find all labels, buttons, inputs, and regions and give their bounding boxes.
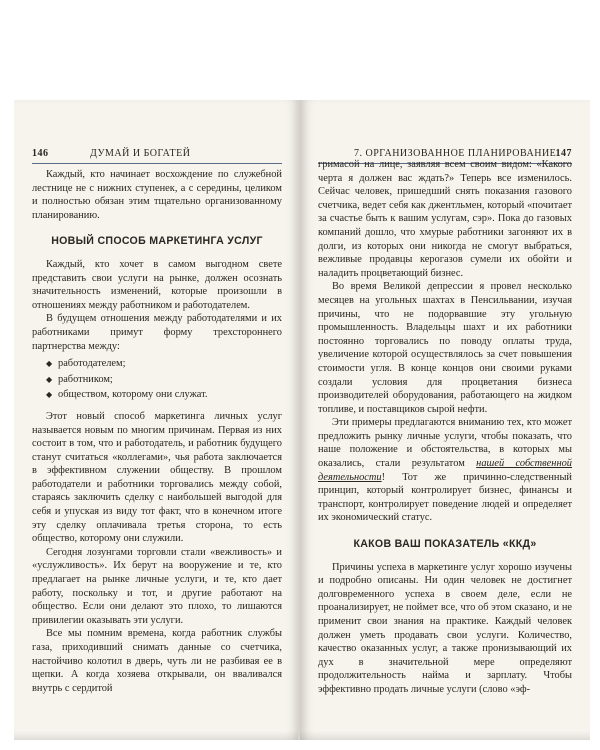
list-item-text: работником; xyxy=(58,373,113,385)
paragraph: В будущем отношения между работодателями и их работниками примут форму трехстороннего партнерства между: xyxy=(32,313,282,352)
paragraph: Во время Великой депрессии я провел несколько месяцев на угольных шахтах в Пенсильвании, изучая причины, что не подорвавшие эту угольную промышленность. Владельцы шахт и их работники постоянно торговались по поводу оплаты труда, увеличение которой осуществлялось за счет повышения стоимости угля. В конце концов они своими руками создали условия для процветания бизнеса производителей оборудования, работающего на жидком топливе, и поставщиков сырой нефти. xyxy=(318,281,572,415)
list-item-text: обществом, которому они служат. xyxy=(58,389,208,401)
list-item xyxy=(46,373,282,387)
page-shadow xyxy=(300,730,590,740)
left-page xyxy=(14,100,300,740)
right-page-number: 147 xyxy=(555,148,572,159)
paragraph: Причины успеха в маркетинге услуг хорошо изучены и подробно описаны. Ни один человек не достигнет долговременного успеха в своем деле, если не проанализирует, не поймет все, что об этом сказано, и не применит свои знания на практике. Каждый человек должен уметь продавать свои услуги. Количество, качество оказанных услуг, а также пронизывающий их дух в значительной мере определяют продолжительность найма и зарплату. Чтобы эффективно продать личные услуги (слово «эф- xyxy=(318,561,572,695)
page-shadow xyxy=(14,730,300,740)
section-heading: НОВЫЙ СПОСОБ МАРКЕТИНГА УСЛУГ xyxy=(51,235,263,248)
list-item xyxy=(46,388,282,402)
list-item xyxy=(46,357,282,371)
paragraph: Каждый, кто начинает восхождение по служебной лестнице не с нижних ступенек, а с середины, целиком и полностью обязан этим тщательно организованному планированию. xyxy=(32,169,282,221)
section-heading: КАКОВ ВАШ ПОКАЗАТЕЛЬ «ККД» xyxy=(353,538,537,551)
right-page-text xyxy=(318,158,572,697)
emphasized-text: нашей собственной деятельности xyxy=(318,458,572,483)
left-running-title: ДУМАЙ И БОГАТЕЙ xyxy=(90,148,191,159)
list-item-text: работодателем; xyxy=(58,358,126,370)
diamond-bullet-icon: ◆ xyxy=(46,374,53,384)
paragraph: Все мы помним времена, когда работник службы газа, приходивший снимать данные со счетчика, настойчиво колотил в дверь, чуть ли не разбивая ее в щепки. А когда хозяева открывали, он вваливался внутрь с сердитой xyxy=(32,628,282,694)
diamond-bullet-icon: ◆ xyxy=(46,390,53,400)
bullet-list xyxy=(46,357,282,402)
left-header-rule xyxy=(32,163,282,164)
paragraph xyxy=(318,416,572,525)
paragraph: Этот новый способ маркетинга личных услуг называется новым по многим причинам. Первая из них состоит в том, что и работодатель, и работник будущего станут считаться «коллегами», чья работа заключается в эффективном служении обществу. В прошлом работодатели и работники торговались между собой, стараясь заключить сделку с наибольшей выгодой для себя и упуская из виду тот факт, что в конечном итоге эту сделку оплачивала третья сторона, то есть общество, которому они служили. xyxy=(32,410,282,545)
diamond-bullet-icon: ◆ xyxy=(46,359,53,369)
paragraph-text: Эти примеры предлагаются вниманию тех, кто может предложить рынку личные услуги, чтобы показать, что наше положение и обстоятельства, в которых мы оказались, стали результатом xyxy=(318,417,572,470)
left-page-text xyxy=(32,168,282,695)
right-page xyxy=(300,100,590,740)
paragraph-text: ! Тот же причинно-следственный принцип, который контролирует бизнес, финансы и транспорт, контролирует поведение людей и определяет их экономический статус. xyxy=(318,471,572,524)
paragraph: гримасой на лице, заявляя всем своим видом: «Какого черта я должен вас ждать?» Теперь все изменилось. Сейчас человек, пришедший снять показания газового счетчика, ведет себя как джентльмен, который «почитает за счастье быть к вашим услугам, сэр». Пока до газовых компаний дошло, что хмурые работники загоняют их в долги, из которых они никогда не смогут выбраться, вежливые продавцы керогазов сумели их обойти и наладить процветающий бизнес. xyxy=(318,159,572,279)
paragraph: Каждый, кто хочет в самом выгодном свете представить свои услуги на рынке, должен осознать значительность изменений, которые произошли в отношениях между работником и работодателем. xyxy=(32,258,282,311)
right-running-title: 7. ОРГАНИЗОВАННОЕ ПЛАНИРОВАНИЕ xyxy=(354,148,557,159)
paragraph: Сегодня лозунгами торговли стали «вежливость» и «услужливость». Их берут на вооружение и те, кто предлагает на рынке личные услуги, и те, кто дает работу, поскольку и тот, и другие работают на общество. Если они делают это плохо, то лишаются привилегии оказывать эти услуги. xyxy=(32,546,282,626)
left-page-header xyxy=(32,148,282,162)
left-page-number: 146 xyxy=(32,148,49,159)
